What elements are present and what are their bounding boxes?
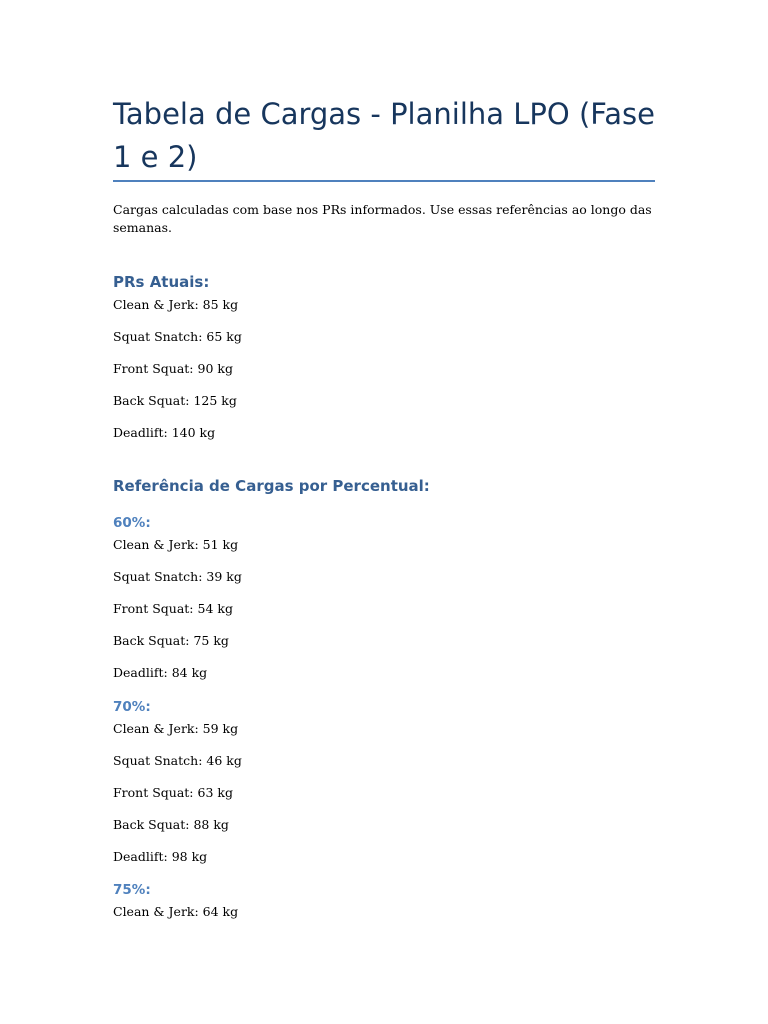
pct70-front-squat: Front Squat: 63 kg <box>113 785 233 800</box>
document-title: Tabela de Cargas - Planilha LPO (Fase 1 e 2) <box>113 97 655 174</box>
pr-front-squat: Front Squat: 90 kg <box>113 361 233 376</box>
pct75-clean-jerk: Clean & Jerk: 64 kg <box>113 904 239 919</box>
pct60-squat-snatch: Squat Snatch: 39 kg <box>113 569 242 584</box>
pct60-front-squat: Front Squat: 54 kg <box>113 601 233 616</box>
pct70-back-squat: Back Squat: 88 kg <box>113 817 229 832</box>
pct70-heading: 70%: <box>113 699 151 715</box>
reference-heading: Referência de Cargas por Percentual: <box>113 477 430 495</box>
pct70-clean-jerk: Clean & Jerk: 59 kg <box>113 721 239 736</box>
pct75-heading: 75%: <box>113 882 151 898</box>
pr-back-squat: Back Squat: 125 kg <box>113 393 237 408</box>
pr-deadlift: Deadlift: 140 kg <box>113 425 216 440</box>
pct60-back-squat: Back Squat: 75 kg <box>113 633 229 648</box>
pr-clean-jerk: Clean & Jerk: 85 kg <box>113 297 239 312</box>
intro-paragraph: Cargas calculadas com base nos PRs informados. Use essas referências ao longo das semanas. <box>113 202 652 235</box>
pct70-deadlift: Deadlift: 98 kg <box>113 849 208 864</box>
pct70-squat-snatch: Squat Snatch: 46 kg <box>113 753 242 768</box>
pr-squat-snatch: Squat Snatch: 65 kg <box>113 329 242 344</box>
title-underline <box>113 180 655 182</box>
pct60-heading: 60%: <box>113 515 151 531</box>
pct60-clean-jerk: Clean & Jerk: 51 kg <box>113 537 239 552</box>
prs-heading: PRs Atuais: <box>113 273 210 291</box>
pct60-deadlift: Deadlift: 84 kg <box>113 665 208 680</box>
